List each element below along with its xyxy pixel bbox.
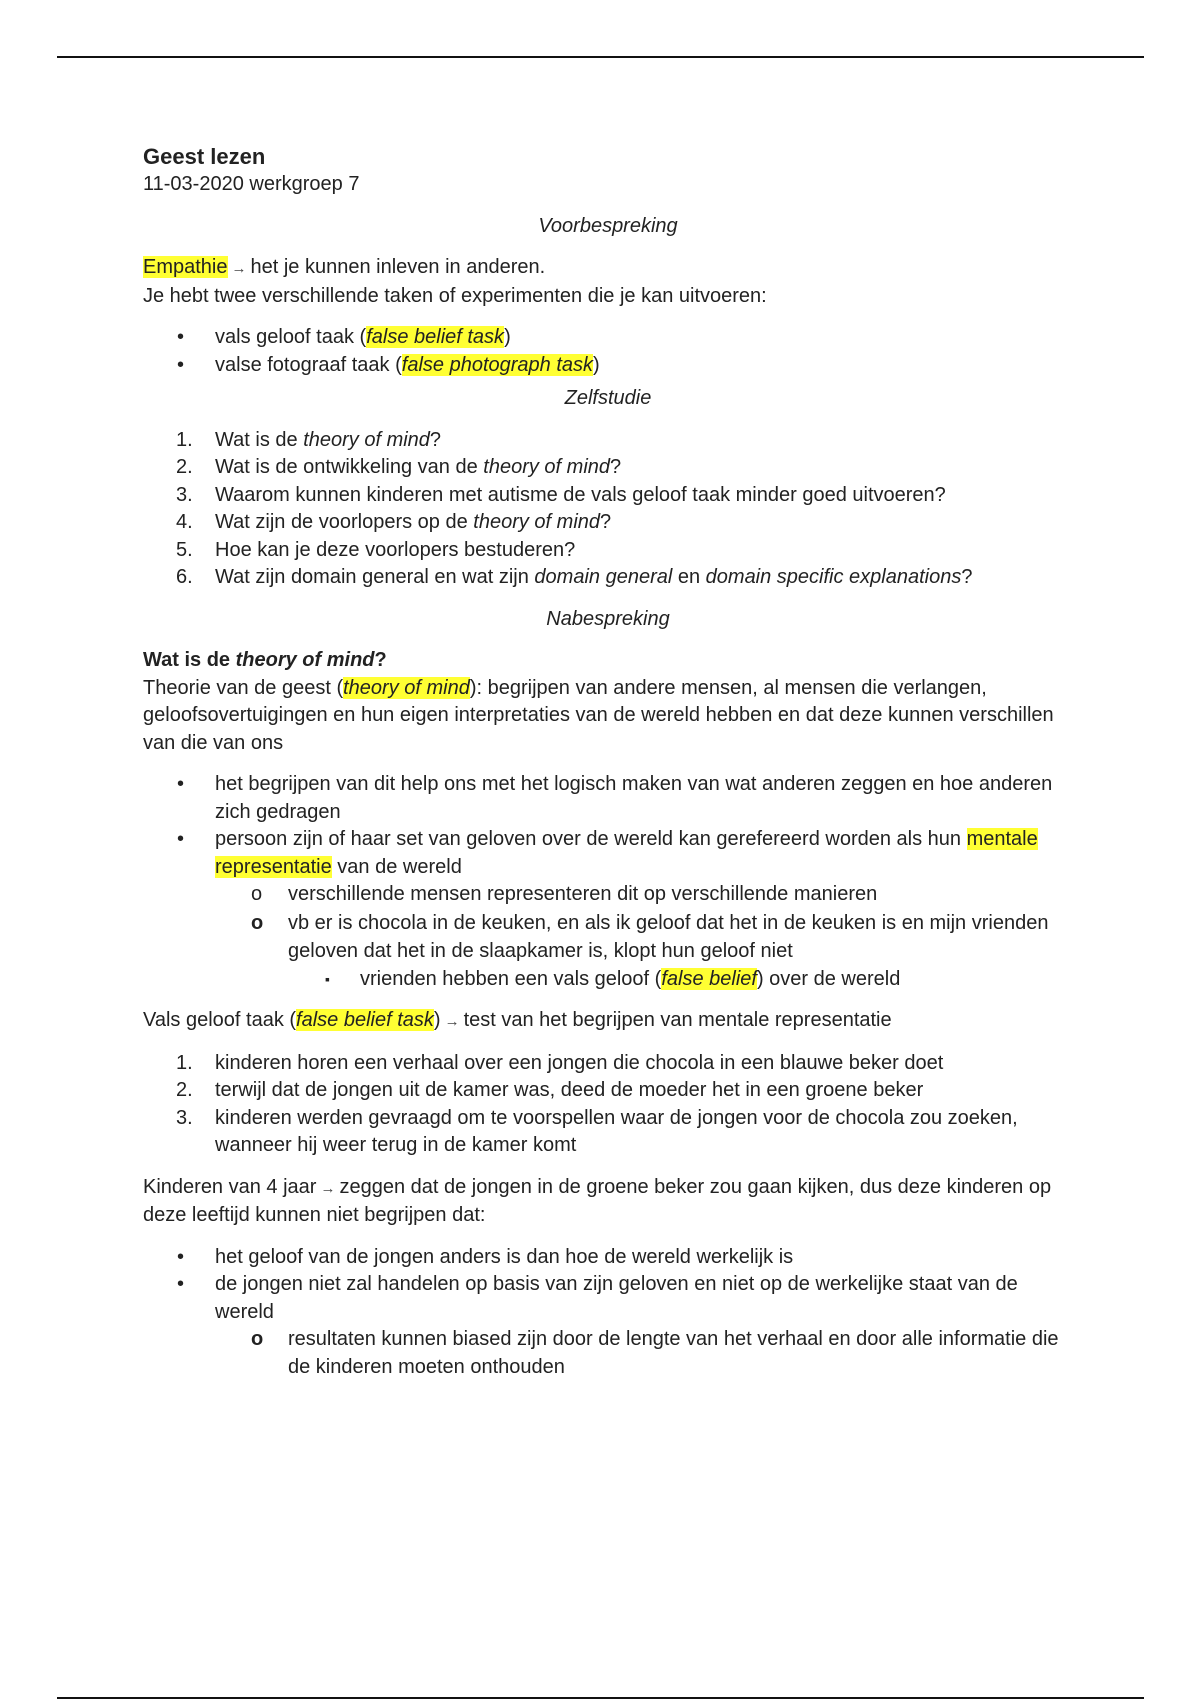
tom-bullets: [143, 771, 1073, 993]
list-item: 1. Wat is de theory of mind?: [176, 428, 442, 451]
section-nabespreking: Nabespreking: [546, 607, 670, 630]
top-rule: [57, 56, 1144, 58]
false-belief-term: false belief task: [366, 326, 505, 348]
list-item: 5. Hoe kan je deze voorlopers bestuderen?: [176, 538, 576, 561]
false-belief-term: false belief: [661, 967, 757, 990]
tom-paragraph: Theorie van de geest (theory of mind): begrijpen van andere mensen, al mensen die verlangen, geloofsovertuigingen en hun eigen interpretaties van de wereld hebben en dat deze kunnen verschillen van die van ons: [143, 676, 1054, 754]
sub-sub-list-item: ▪ vrienden hebben een vals geloof (false belief) over de wereld: [325, 967, 901, 990]
sub-list-item: o verschillende mensen representeren dit op verschillende manieren: [251, 883, 878, 905]
bottom-rule: [57, 1697, 1144, 1699]
kinderen-bullets: [143, 1244, 1073, 1382]
false-belief-task-paragraph: Vals geloof taak (false belief task) → test van het begrijpen van mentale representatie: [143, 1009, 892, 1031]
experiment-steps: [143, 1050, 1073, 1160]
theory-of-mind-term: theory of mind: [343, 676, 470, 699]
list-item: 3. Waarom kunnen kinderen met autisme de vals geloof taak minder goed uitvoeren?: [176, 483, 946, 506]
mentale-representatie-term: mentale representatie: [215, 828, 1038, 878]
false-photograph-term: false photograph task: [401, 353, 594, 376]
bullet-marker: •: [177, 326, 185, 348]
list-item: • het begrijpen van dit help ons met het logisch maken van wat anderen zeggen en hoe anderen zich gedragen: [177, 773, 1053, 823]
list-item: 6. Wat zijn domain general en wat zijn domain general en domain specific explanations?: [176, 566, 973, 588]
list-item: • het geloof van de jongen anders is dan hoe de wereld werkelijk is: [177, 1245, 794, 1268]
list-item: • persoon zijn of haar set van geloven over de wereld kan gerefereerd worden als hun mentale representatie van de wereld: [177, 828, 1038, 878]
false-belief-task-term: false belief task: [296, 1009, 434, 1031]
heading-theory-of-mind: Wat is de theory of mind?: [143, 649, 387, 671]
arrow-icon: →: [444, 1013, 460, 1030]
list-item: 4. Wat zijn de voorlopers op de theory of mind?: [176, 511, 612, 533]
list-item: • valse fotograaf taak (false photograph task): [143, 352, 1073, 380]
empathie-definition: het je kunnen inleven in anderen.: [250, 256, 546, 278]
section-voorbespreking: Voorbespreking: [538, 214, 678, 237]
list-item: 3. kinderen werden gevraagd om te voorspellen waar de jongen voor de chocola zou zoeken, wanneer hij weer terug in de kamer komt: [176, 1106, 1018, 1156]
doc-title: Geest lezen: [143, 144, 266, 169]
tasks-list: [143, 324, 1073, 379]
doc-subtitle: 11-03-2020 werkgroep 7: [143, 173, 360, 195]
bullet-marker: •: [177, 353, 185, 376]
document-body: [143, 143, 1073, 1381]
section-zelfstudie: Zelfstudie: [564, 387, 652, 409]
list-item: • vals geloof taak (false belief task): [143, 324, 1073, 352]
list-item: 2. terwijl dat de jongen uit de kamer was, deed de moeder het in een groene beker: [176, 1079, 924, 1101]
arrow-icon: →: [320, 1179, 336, 1197]
kinderen-paragraph: Kinderen van 4 jaar → zeggen dat de jongen in de groene beker zou gaan kijken, dus deze kinderen op deze leeftijd kunnen niet begrijpen dat:: [143, 1175, 1052, 1226]
empathie-term: Empathie: [143, 256, 228, 278]
sub-list-item: o vb er is chocola in de keuken, en als ik geloof dat het in de keuken is en mijn vrienden geloven dat het in de slaapkamer is, klopt hun geloof niet: [251, 911, 1049, 962]
tasks-intro: Je hebt twee verschillende taken of experimenten die je kan uitvoeren:: [143, 284, 767, 307]
empathie-paragraph: [143, 254, 1073, 283]
list-item: 1. kinderen horen een verhaal over een jongen die chocola in een blauwe beker doet: [176, 1051, 944, 1074]
arrow-icon: →: [231, 260, 247, 277]
questions-list: [143, 427, 1073, 592]
sub-list-item: o resultaten kunnen biased zijn door de lengte van het verhaal en door alle informatie die de kinderen moeten onthouden: [251, 1328, 1059, 1378]
list-item: 2. Wat is de ontwikkeling van de theory of mind?: [176, 456, 622, 478]
list-item: • de jongen niet zal handelen op basis van zijn geloven en niet op de werkelijke staat van de wereld: [177, 1273, 1018, 1323]
